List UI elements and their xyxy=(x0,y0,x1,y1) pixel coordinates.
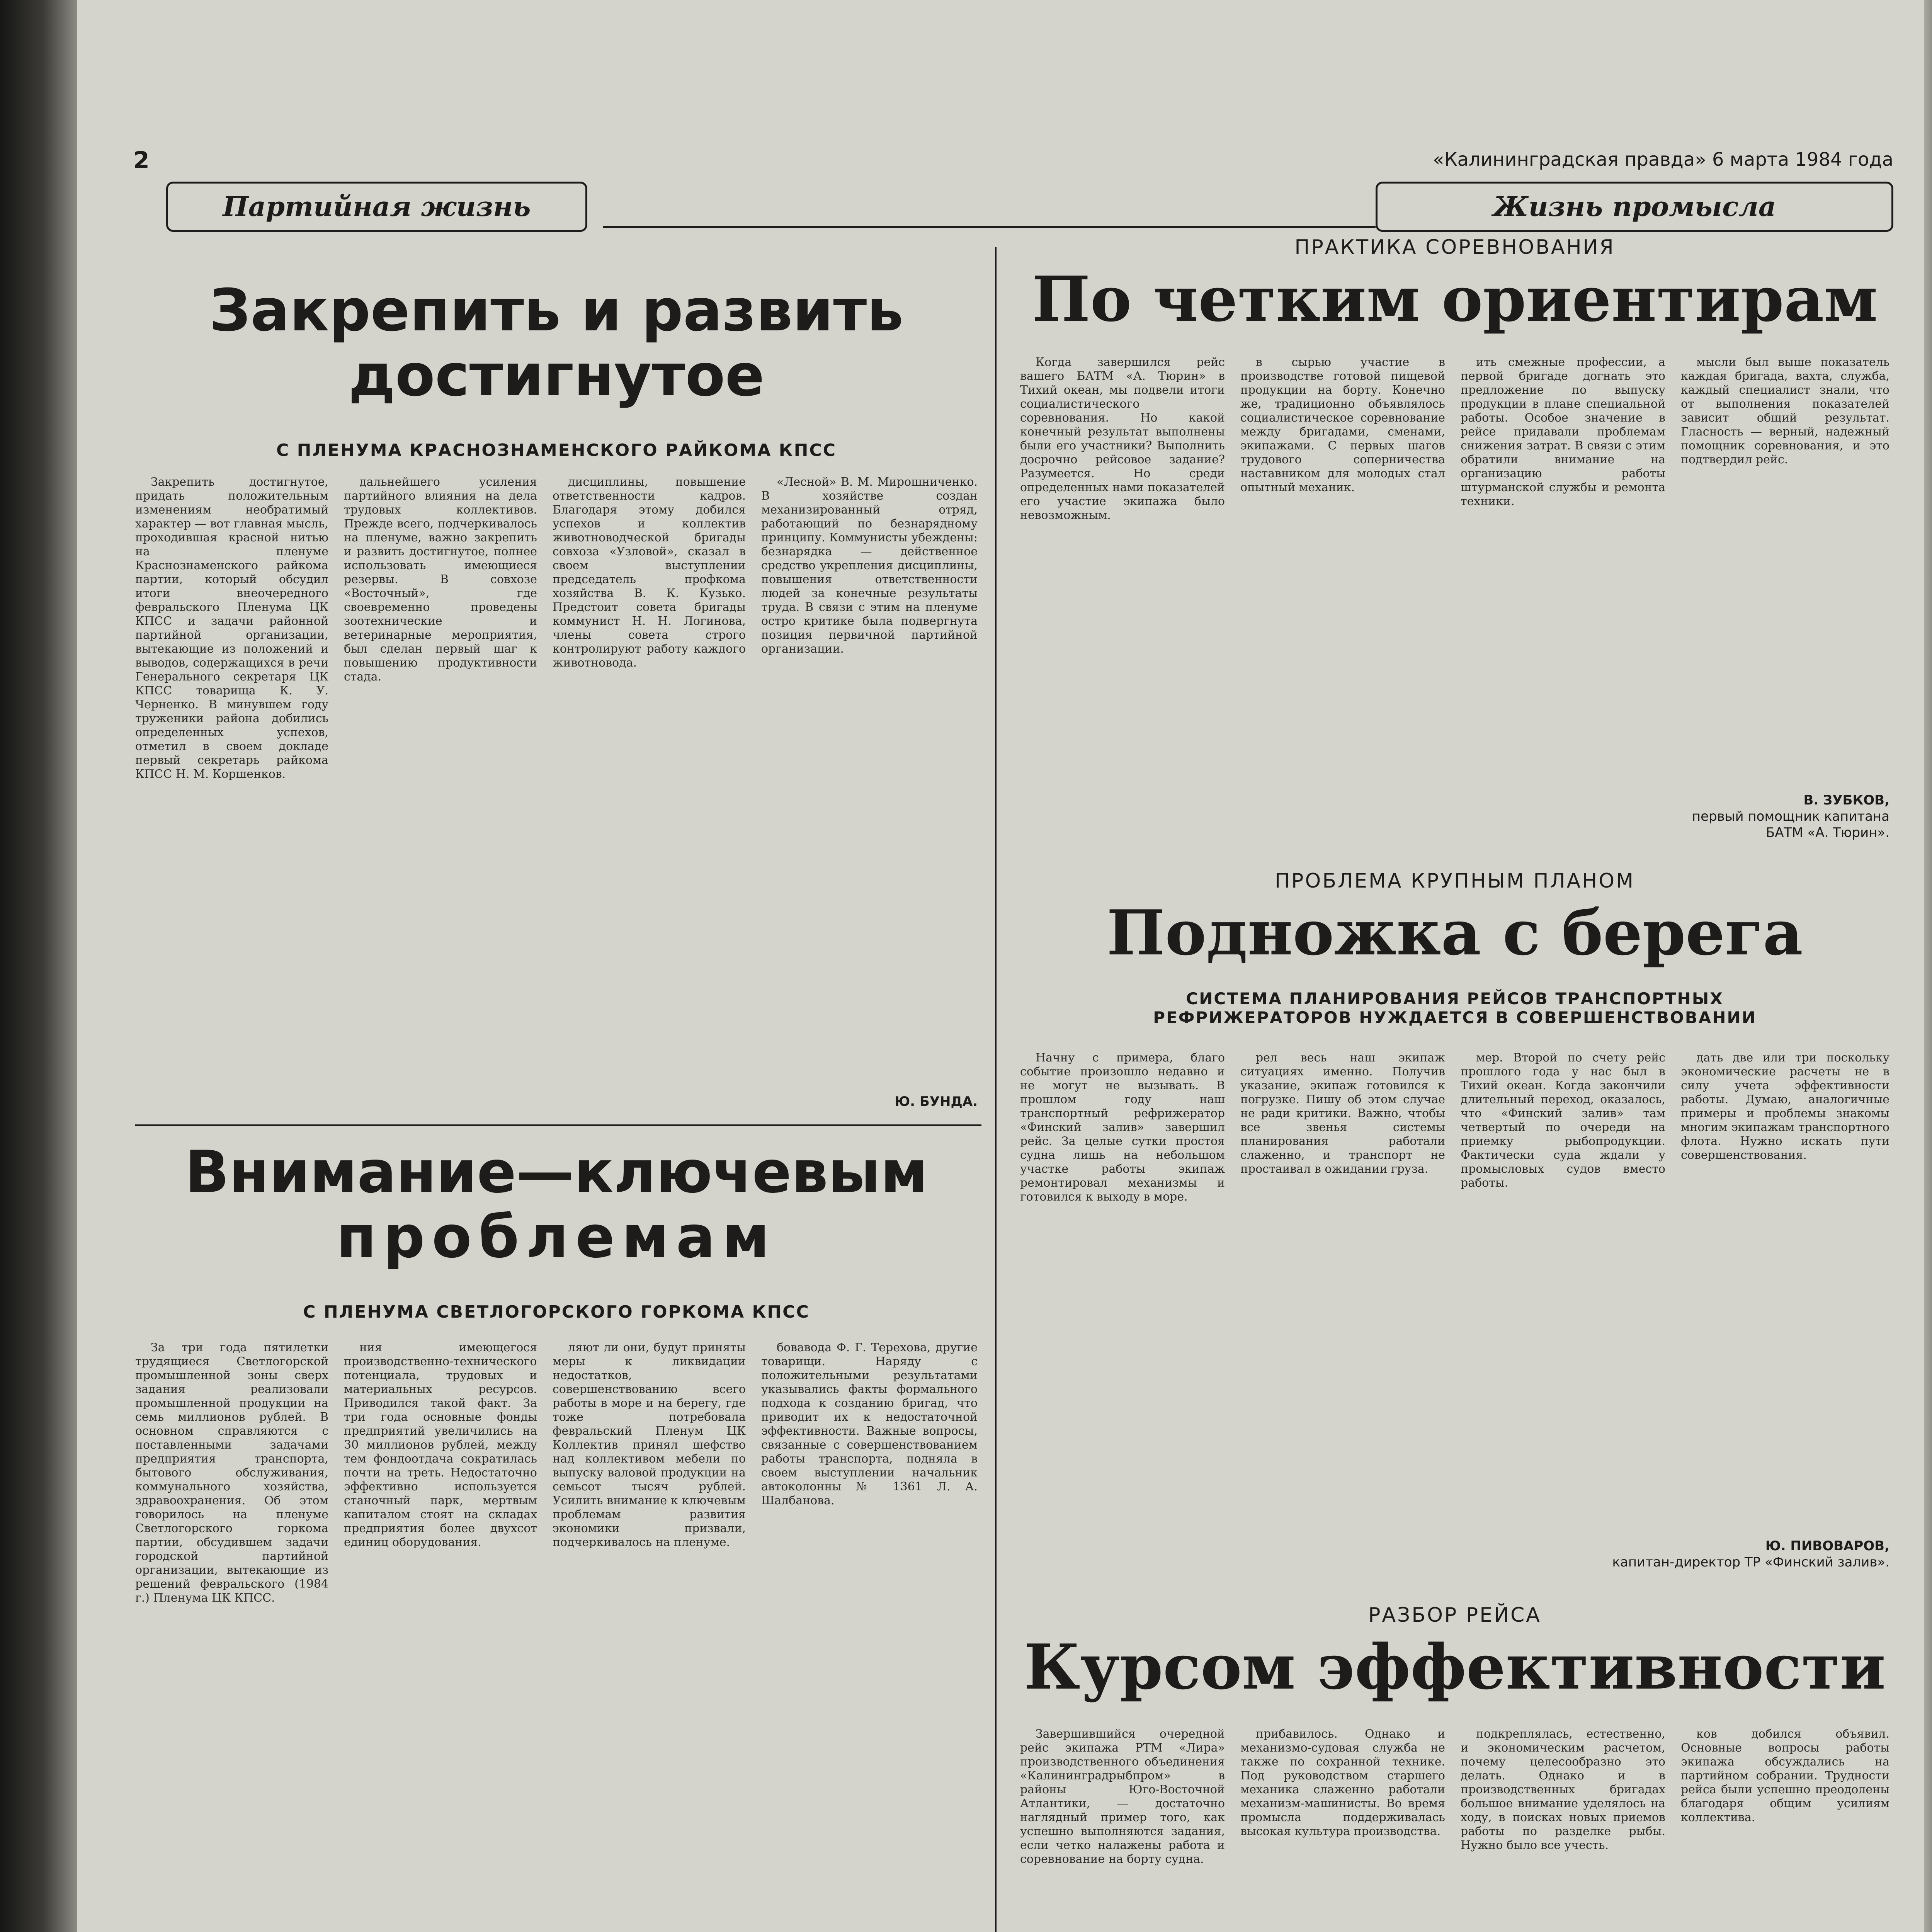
headline-zakrepit-line2: достигнутое xyxy=(348,342,765,409)
column-po-chetkim-2: в сырью участие в производстве готовой пищевой продукции на борту. Конечно же, традиционно объявлялось социалистическое соревнование между бригадами, сменами, экипажами. С первых шагов трудового соперничества наставником для молодых стал опытный механик. xyxy=(1240,355,1445,494)
column-zakrepit-2: дальнейшего усиления партийного влияния на дела трудовых коллективов. Прежде всего, подчеркивалось на пленуме, важно закрепить и развить достигнутое, полнее использовать имеющиеся резервы. В совхозе «Восточный», где своевременно проведены зоотехнические и ветеринарные мероприятия, был сделан первый шаг к повышению продуктивности стада. xyxy=(344,475,537,684)
headline-zakrepit xyxy=(135,278,978,408)
column-po-chetkim-1: Когда завершился рейс вашего БАТМ «А. Тюрин» в Тихий океан, мы подвели итоги социалистического соревнования. Но какой конечный результат выполнены были его участники? Выполнить досрочно рейсовое задание? Разумеется. Но среди определенных нами показателей его участие экипажа было невозможным. xyxy=(1020,355,1225,522)
top-rule xyxy=(603,226,1376,228)
column-vnimanie-1: За три года пятилетки трудящиеся Светлогорской промышленной зоны сверх задания реализовали промышленной продукции на семь миллионов рублей. В основном справляются с поставленными задачами предприятия транспорта, бытового обслуживания, коммунального хозяйства, здравоохранения. Об этом говорилось на пленуме Светлогорского горкома партии, обсудившем задачи городской партийной организации, вытекающие из решений февральского (1984 г.) Пленума ЦК КПСС. xyxy=(135,1341,328,1605)
column-kursom-2: прибавилось. Однако и механизмо-судовая служба не также по сохранной технике. Под руководством старшего механика слаженно работали механизм-машинисты. Во время промысла поддерживалась высокая культура производства. xyxy=(1240,1727,1445,1838)
headline-kursom: Курсом эффективности xyxy=(1024,1631,1886,1703)
column-zakrepit-3: дисциплины, повышение ответственности кадров. Благодаря этому добился успехов и коллектив животноводческой бригады совхоза «Узловой», сказал в своем выступлении председатель профкома хозяйства В. К. Кузько. Предстоит совета бригады коммунист Н. Н. Логинова, члены совета строго контролируют работу каждого животновода. xyxy=(553,475,746,670)
signature-podnozhka-role: капитан-директор ТР «Финский залив». xyxy=(1612,1554,1889,1570)
rubric-party-life: Партийная жизнь xyxy=(166,182,587,232)
dateline: «Калининградская правда» 6 марта 1984 года xyxy=(1433,149,1893,170)
section-divider xyxy=(995,247,997,1932)
rule-zakrepit xyxy=(135,1124,981,1126)
page-edge-shadow xyxy=(1924,0,1932,1932)
signature-po-chetkim xyxy=(1681,792,1889,841)
rubric-fishing-life: Жизнь промысла xyxy=(1376,182,1893,232)
page-number: 2 xyxy=(133,147,150,174)
column-po-chetkim-3: ить смежные профессии, а первой бригаде догнать это предложение по выпуску продукции в плане специальной работы. Особое значение в рейсе придавали проблемам снижения затрат. В связи с этим обратили внимание на организацию работы штурманской службы и ремонта техники. xyxy=(1461,355,1665,508)
kicker-po-chetkim: ПРАКТИКА СОРЕВНОВАНИЯ xyxy=(1294,236,1615,259)
subhead-zakrepit: С ПЛЕНУМА КРАСНОЗНАМЕНСКОГО РАЙКОМА КПСС xyxy=(276,440,837,460)
kicker-kursom: РАЗБОР РЕЙСА xyxy=(1368,1604,1541,1627)
column-vnimanie-4: бовавода Ф. Г. Терехова, другие товарищи. Наряду с положительными результатами указывались факты формального подхода к созданию бригад, что приводит их к недостаточной эффективности. Важные вопросы, связанные с совершенствованием работы транспорта, подняла в своем выступлении начальник автоколонны № 1361 Л. А. Шалбанова. xyxy=(761,1341,978,1507)
column-vnimanie-3: ляют ли они, будут приняты меры к ликвидации недостатков, совершенствованию всего работы в море и на берегу, где тоже потребовала февральский Пленум ЦК Коллектив принял шефство над коллективом мебели по выпуску валовой продукции на семьсот тысяч рублей. Усилить внимание к ключевым проблемам развития экономики призвали, подчеркивалось на пленуме. xyxy=(553,1341,746,1549)
headline-vnimanie-line2: проблемам xyxy=(336,1204,777,1271)
headline-podnozhka: Подножка с берега xyxy=(1107,896,1803,969)
column-zakrepit-1: Закрепить достигнутое, придать положительным изменениям необратимый характер — вот главная мысль, проходившая красной нитью на пленуме Краснознаменского райкома партии, который обсудил итоги внеочередного февральского Пленума ЦК КПСС и задачи районной партийной организации, вытекающие из положений и выводов, содержащихся в речи Генерального секретаря ЦК КПСС товарища К. У. Черненко. В минувшем году труженики района добились определенных успехов, отметил в своем докладе первый секретарь райкома КПСС Н. М. Коршенков. xyxy=(135,475,328,781)
column-podnozhka-1: Начну с примера, благо событие произошло недавно и не могут не вызывать. В прошлом году наш транспортный рефрижератор «Финский залив» завершил рейс. За целые сутки простоя судна лишь на небольшом участке работы экипаж ремонтировал механизмы и готовился к выходу в море. xyxy=(1020,1051,1225,1204)
column-po-chetkim-4: мысли был выше показатель каждая бригада, вахта, служба, каждый специалист знали, что от выполнения показателей зависит общий результат. Гласность — верный, надежный помощник соревнования, и это подтвердил рейс. xyxy=(1681,355,1889,466)
subhead-podnozhka-line2: РЕФРИЖЕРАТОРОВ НУЖДАЕТСЯ В СОВЕРШЕНСТВОВАНИИ xyxy=(1153,1008,1757,1027)
signature-podnozhka-name: Ю. ПИВОВАРОВ, xyxy=(1765,1538,1889,1554)
headline-po-chetkim: По четким ориентирам xyxy=(1032,263,1878,335)
kicker-podnozhka: ПРОБЛЕМА КРУПНЫМ ПЛАНОМ xyxy=(1274,869,1635,893)
headline-zakrepit-line1: Закрепить и развить xyxy=(209,277,904,344)
column-podnozhka-3: мер. Второй по счету рейс прошлого года у нас был в Тихий океан. Когда закончили длительный переход, оказалось, что «Финский залив» там четвертый по очереди на приемку рыбопродукции. Фактически суда ждали у промысловых судов вместо работы. xyxy=(1461,1051,1665,1190)
column-kursom-1: Завершившийся очередной рейс экипажа РТМ «Лира» производственного объединения «Калининградрыбпром» в районы Юго-Восточной Атлантики, — достаточно наглядный пример того, как успешно выполняются задания, если четко налажены работа и соревнование на борту судна. xyxy=(1020,1727,1225,1866)
headline-vnimanie-line1: Внимание—ключевым xyxy=(185,1139,928,1206)
signature-zakrepit: Ю. БУНДА. xyxy=(895,1094,978,1109)
signature-podnozhka xyxy=(1507,1538,1889,1570)
column-kursom-4: ков добился объявил. Основные вопросы работы экипажа обсуждались на партийном собрании. Трудности рейса были успешно преодолены благодаря общим усилиям коллектива. xyxy=(1681,1727,1889,1824)
headline-vnimanie xyxy=(135,1140,978,1270)
column-vnimanie-2: ния имеющегося производственно-технического потенциала, трудовых и материальных ресурсов. Приводился такой факт. За три года основные фонды предприятий увеличились на 30 миллионов рублей, между тем фондоотдача сократилась почти на треть. Недостаточно эффективно используется станочный парк, мертвым капиталом стоят на складах предприятия более двухсот единиц оборудования. xyxy=(344,1341,537,1549)
signature-po-chetkim-role: первый помощник капитана БАТМ «А. Тюрин». xyxy=(1692,809,1889,840)
column-zakrepit-4: «Лесной» В. М. Мирошниченко. В хозяйстве создан механизированный отряд, работающий по безнарядному принципу. Коммунисты убеждены: безнарядка — действенное средство укрепления дисциплины, повышения ответственности людей за конечные результаты труда. В связи с этим на пленуме остро критике была подвергнута позиция первичной партийной организации. xyxy=(761,475,978,656)
column-podnozhka-2: рел весь наш экипаж ситуациях именно. Получив указание, экипаж готовился к погрузке. Пишу об этом случае не ради критики. Важно, чтобы все звенья системы планирования работали слаженно, и транспорт не простаивал в ожидании груза. xyxy=(1240,1051,1445,1176)
signature-po-chetkim-name: В. ЗУБКОВ, xyxy=(1803,793,1889,808)
column-kursom-3: подкреплялась, естественно, и экономическим расчетом, почему целесообразно это делать. Однако и в производственных бригадах большое внимание уделялось на ходу, в поисках новых приемов работы по разделке рыбы. Нужно было все учесть. xyxy=(1461,1727,1665,1852)
subhead-podnozhka-line1: СИСТЕМА ПЛАНИРОВАНИЯ РЕЙСОВ ТРАНСПОРТНЫХ xyxy=(1186,989,1724,1008)
binding-spine xyxy=(0,0,77,1932)
column-podnozhka-4: дать две или три поскольку экономические расчеты не в силу учета эффективности работы. Думаю, аналогичные примеры и проблемы знакомы многим экипажам транспортного флота. Нужно искать пути совершенствования. xyxy=(1681,1051,1889,1162)
subhead-vnimanie: С ПЛЕНУМА СВЕТЛОГОРСКОГО ГОРКОМА КПСС xyxy=(303,1302,810,1322)
subhead-podnozhka xyxy=(1020,989,1889,1027)
